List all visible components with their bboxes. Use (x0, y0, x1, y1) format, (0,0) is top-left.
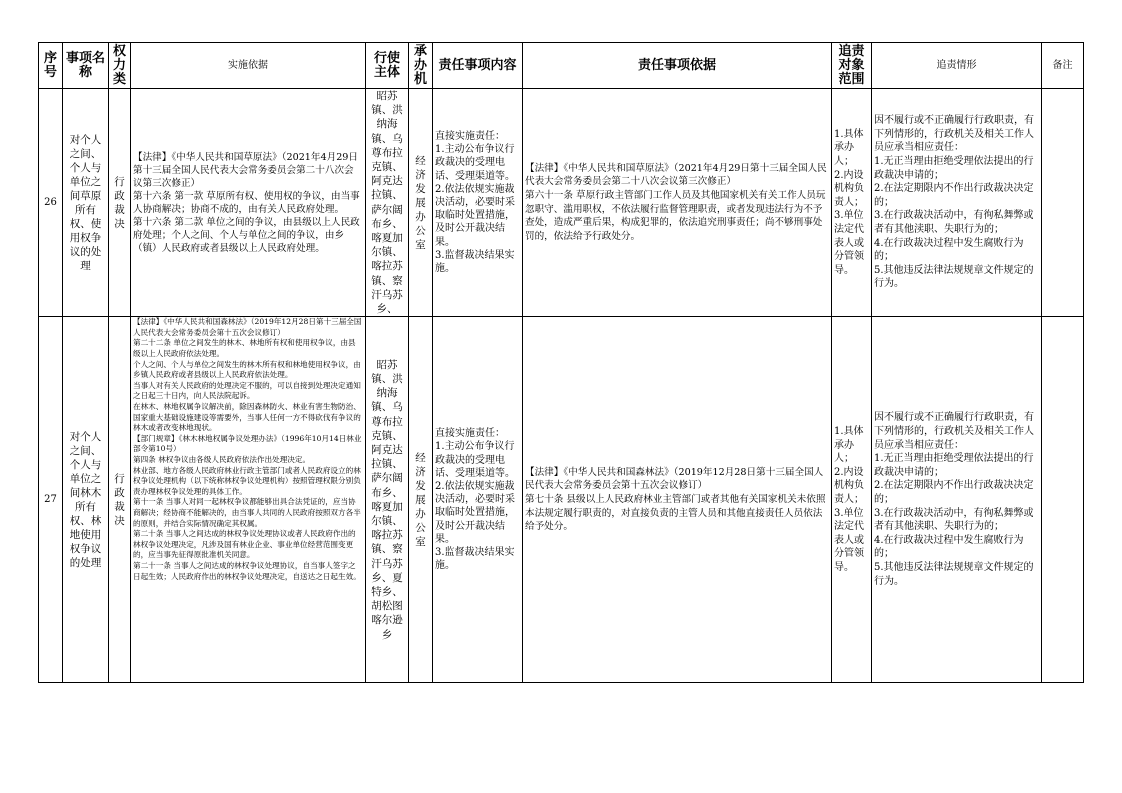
row-seq: 26 (39, 89, 63, 317)
row-accountability: 因不履行或不正确履行行政职责，有下列情形的，行政机关及相关工作人员应承当相应责任： 1.无正当理由拒绝受理依法提出的行政裁决申请的； 2.在法定期限内不作出行政裁决决定的； 3.在行政裁决活动中，有徇私舞弊或者有其他渎职、失职行为的； 4.在行政裁决过程中发生腐败行为的； 5.其他违反法律法规规章文件规定的行为。 (872, 317, 1042, 683)
row-basis: 【法律】《中华人民共和国草原法》（2021年4月29日第十三届全国人民代表大会常务委员会第二十八次会议第三次修正） 第十六条 第一款 草原所有权、使用权的争议，由当事人协商解决；协商不成的，由有关人民政府处理。 第十六条 第二款 单位之间的争议，由县级以上人民政府处理；个人之间、个人与单位之间的争议，由乡（镇）人民政府或者县级以上人民政府处理。 (131, 89, 366, 317)
row-org: 经济发展办公室 (409, 89, 433, 317)
row-seq: 27 (39, 317, 63, 683)
responsibility-table (38, 42, 1084, 683)
table-row (39, 89, 1084, 317)
header-basis: 实施依据 (131, 43, 366, 89)
row-subject: 昭苏镇、洪纳海镇、乌尊布拉克镇、阿克达拉镇、萨尔阔布乡、喀夏加尔镇、喀拉苏镇、察汗乌苏乡、夏特乡、胡松图喀尔逊乡 (366, 317, 409, 683)
row-org: 经济发展办公室 (409, 317, 433, 683)
table-row (39, 317, 1084, 683)
header-accountability: 追责情形 (872, 43, 1042, 89)
row-basis: 【法律】《中华人民共和国森林法》（2019年12月28日第十三届全国人民代表大会常务委员会第十五次会议修订） 第二十二条 单位之间发生的林木、林地所有权和使用权争议，由县级以上人民政府依法处理。 个人之间、个人与单位之间发生的林木所有权和林地使用权争议，由乡镇人民政府或者县级以上人民政府依法处理。 当事人对有关人民政府的处理决定不服的，可以自接到处理决定通知之日起三十日内，向人民法院起诉。 在林木、林地权属争议解决前，除因森林防火、林业有害生物防治、国家重大基础设施建设等需要外，当事人任何一方不得砍伐有争议的林木或者改变林地现状。 【部门规章】《林木林地权属争议处理办法》（1996年10月14日林业部令第10号） 第四条 林权争议由各级人民政府依法作出处理决定。 林业部、地方各级人民政府林业行政主管部门或者人民政府设立的林权争议处理机构（以下统称林权争议处理机构）按照管理权限分别负责办理林权争议处理的具体工作。 第十一条 当事人对同一起林权争议都能够出具合法凭证的，应当协商解决；经协商不能解决的，由当事人共同的人民政府按照双方各半的原则，并结合实际情况确定其权属。 第二十条 当事人之间达成的林权争议处理协议或者人民政府作出的林权争议处理决定，凡涉及国有林业企业、事业单位经营范围变更的，应当事先征得原批准机关同意。 第二十一条 当事人之间达成的林权争议处理协议，自当事人签字之日起生效；人民政府作出的林权争议处理决定，自送达之日起生效。 (131, 317, 366, 683)
row-resp: 直接实施责任： 1.主动公布争议行政裁决的受理电话、受理渠道等。 2.依法依规实施裁决活动，必要时采取临时处置措施，及时公开裁决结果。 3.监督裁决结果实施。 (433, 317, 523, 683)
header-target: 追责对象范围 (832, 43, 872, 89)
header-name: 事项名称 (63, 43, 109, 89)
row-target: 1.具体承办人； 2.内设机构负责人； 3.单位法定代表人或分管领导。 (832, 89, 872, 317)
row-target: 1.具体承办人； 2.内设机构负责人； 3.单位法定代表人或分管领导。 (832, 317, 872, 683)
row-power-type: 行政裁决 (109, 317, 131, 683)
row-subject: 昭苏镇、洪纳海镇、乌尊布拉克镇、阿克达拉镇、萨尔阔布乡、喀夏加尔镇、喀拉苏镇、察汗乌苏乡、 (366, 89, 409, 317)
header-seq: 序号 (39, 43, 63, 89)
row-resp-basis: 【法律】《中华人民共和国草原法》（2021年4月29日第十三届全国人民代表大会常务委员会第二十八次会议第三次修正） 第六十一条 草原行政主管部门工作人员及其他国家机关有关工作人员玩忽职守、滥用职权，不依法履行监督管理职责，或者发现违法行为不予查处，造成严重后果，构成犯罪的，依法追究刑事责任；尚不够刑事处罚的，依法给予行政处分。 (523, 89, 832, 317)
row-resp-basis: 【法律】《中华人民共和国森林法》（2019年12月28日第十三届全国人民代表大会常务委员会第十五次会议修订） 第七十条 县级以上人民政府林业主管部门或者其他有关国家机关未依照本法规定履行职责的，对直接负责的主管人员和其他直接责任人员依法给予处分。 (523, 317, 832, 683)
row-accountability: 因不履行或不正确履行行政职责，有下列情形的，行政机关及相关工作人员应承当相应责任： 1.无正当理由拒绝受理依法提出的行政裁决申请的； 2.在法定期限内不作出行政裁决决定的； 3.在行政裁决活动中，有徇私舞弊或者有其他渎职、失职行为的； 4.在行政裁决过程中发生腐败行为的； 5.其他违反法律法规规章文件规定的行为。 (872, 89, 1042, 317)
row-name: 对个人之间、个人与单位之间林木所有权、林地使用权争议的处理 (63, 317, 109, 683)
row-note (1042, 89, 1084, 317)
header-row (39, 43, 1084, 89)
row-resp: 直接实施责任： 1.主动公布争议行政裁决的受理电话、受理渠道等。 2.依法依规实施裁决活动，必要时采取临时处置措施，及时公开裁决结果。 3.监督裁决结果实施。 (433, 89, 523, 317)
header-power-type: 权力类 (109, 43, 131, 89)
header-org: 承办机 (409, 43, 433, 89)
header-note: 备注 (1042, 43, 1084, 89)
row-note (1042, 317, 1084, 683)
header-resp-basis: 责任事项依据 (523, 43, 832, 89)
header-subject: 行使主体 (366, 43, 409, 89)
row-power-type: 行政裁决 (109, 89, 131, 317)
row-name: 对个人之间、个人与单位之间草原所有权、使用权争议的处理 (63, 89, 109, 317)
header-resp: 责任事项内容 (433, 43, 523, 89)
